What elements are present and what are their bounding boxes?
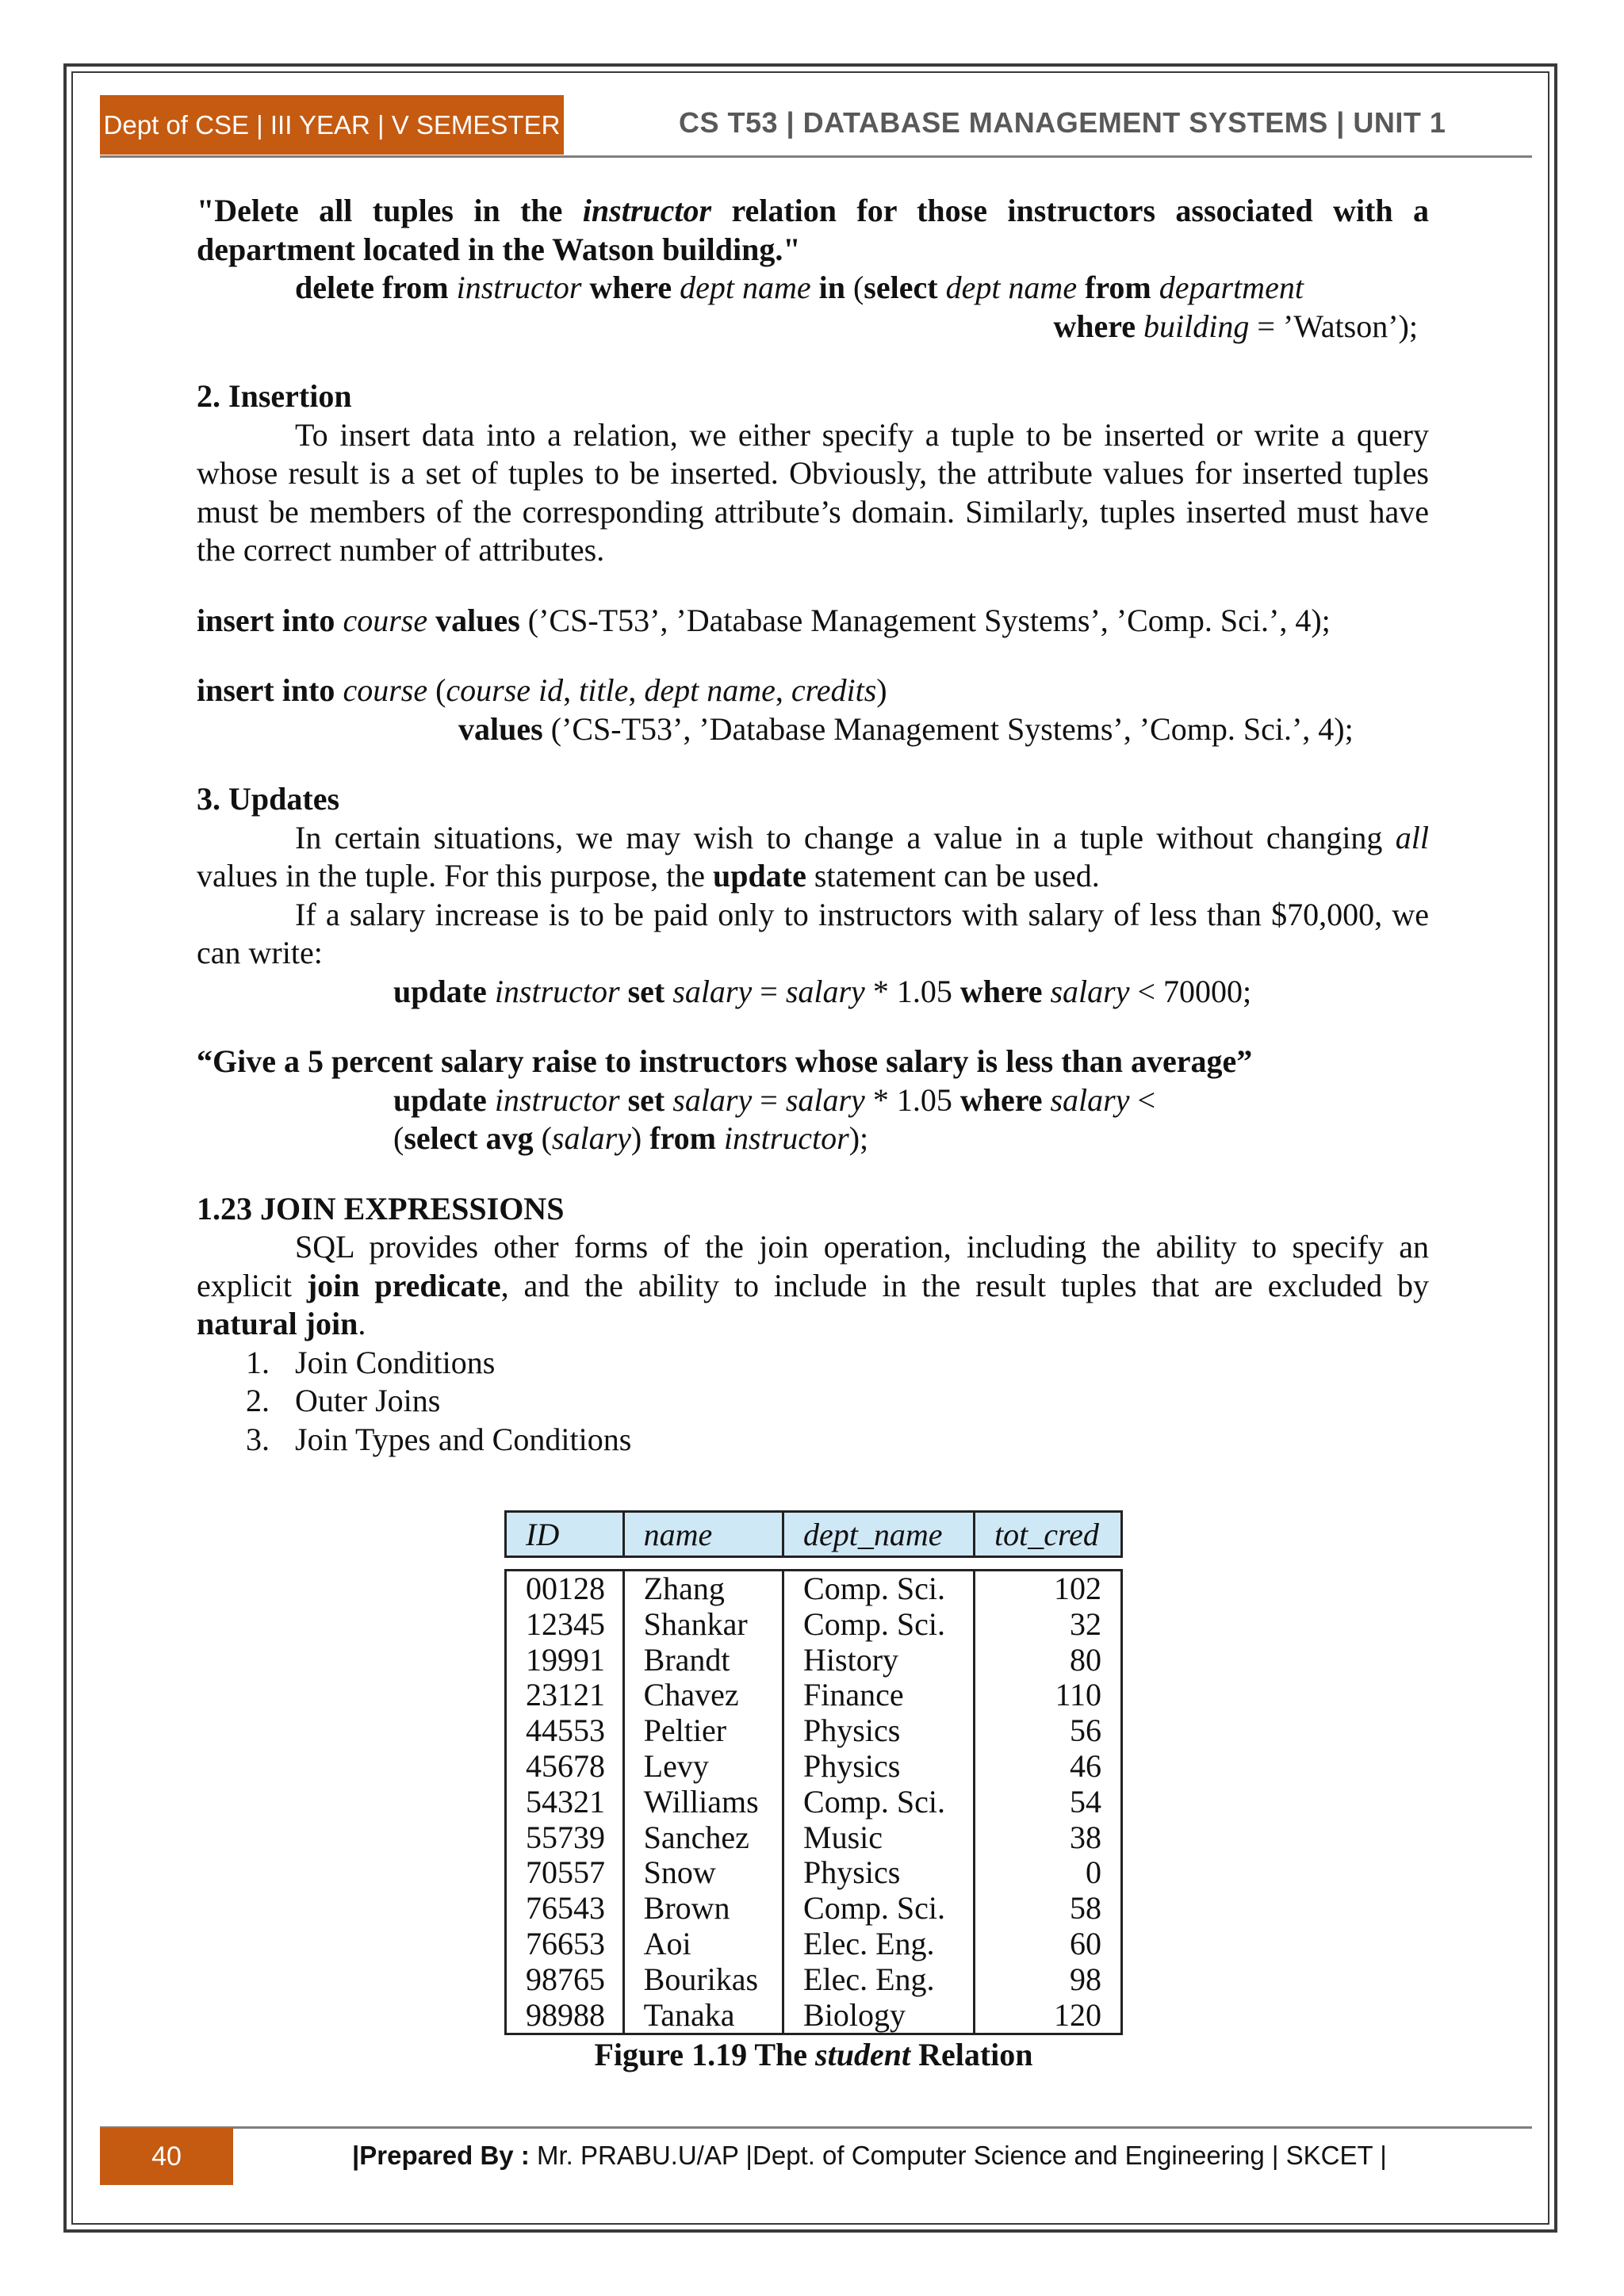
cell-dept-name: Biology xyxy=(783,1998,975,2034)
table-row xyxy=(506,1927,1122,1962)
table-row xyxy=(506,1820,1122,1856)
cell-tot-cred: 32 xyxy=(975,1607,1122,1643)
list-item: 1. Join Conditions xyxy=(246,1344,496,1380)
table-header-row xyxy=(506,1512,1122,1557)
cell-tot-cred: 58 xyxy=(975,1891,1122,1927)
cell-dept-name: Comp. Sci. xyxy=(783,1891,975,1927)
cell-dept-name: Elec. Eng. xyxy=(783,1927,975,1962)
cell-tot-cred: 38 xyxy=(975,1820,1122,1856)
updates-heading: 3. Updates xyxy=(197,781,340,817)
list-item: 2. Outer Joins xyxy=(246,1383,441,1418)
page-number: 40 xyxy=(100,2128,233,2185)
cell-tot-cred: 56 xyxy=(975,1713,1122,1749)
column-header-name: name xyxy=(623,1512,783,1557)
figure-caption: Figure 1.19 The student Relation xyxy=(594,2037,1033,2072)
footer-rule xyxy=(100,2126,1532,2129)
cell-id: 76543 xyxy=(506,1891,624,1927)
header-dept-badge: Dept of CSE | III YEAR | V SEMESTER xyxy=(100,95,564,155)
cell-id: 00128 xyxy=(506,1571,624,1607)
table-row xyxy=(506,1855,1122,1891)
cell-name: Sanchez xyxy=(623,1820,783,1856)
cell-name: Williams xyxy=(623,1785,783,1820)
cell-id: 98988 xyxy=(506,1998,624,2034)
table-body xyxy=(506,1557,1122,2034)
table-row xyxy=(506,1571,1122,1607)
cell-dept-name: Physics xyxy=(783,1749,975,1785)
cell-tot-cred: 54 xyxy=(975,1785,1122,1820)
cell-dept-name: Physics xyxy=(783,1713,975,1749)
cell-name: Aoi xyxy=(623,1927,783,1962)
column-header-tot-cred: tot_cred xyxy=(975,1512,1122,1557)
cell-name: Levy xyxy=(623,1749,783,1785)
cell-dept-name: Comp. Sci. xyxy=(783,1785,975,1820)
join-heading: 1.23 JOIN EXPRESSIONS xyxy=(197,1190,565,1226)
table-row xyxy=(506,1749,1122,1785)
cell-dept-name: Music xyxy=(783,1820,975,1856)
cell-tot-cred: 120 xyxy=(975,1998,1122,2034)
insert-sql-2-line-1: insert into course (course id, title, dept name, credits) xyxy=(197,672,887,708)
cell-name: Brown xyxy=(623,1891,783,1927)
cell-dept-name: Physics xyxy=(783,1855,975,1891)
list-item: 3. Join Types and Conditions xyxy=(246,1421,632,1457)
table-row xyxy=(506,1678,1122,1713)
table-row xyxy=(506,1643,1122,1678)
table-row xyxy=(506,1607,1122,1643)
cell-id: 23121 xyxy=(506,1678,624,1713)
insert-sql-2-line-2: values (’CS-T53’, ’Database Management Systems’, ’Comp. Sci.’, 4); xyxy=(458,710,1354,747)
cell-name: Brandt xyxy=(623,1643,783,1678)
cell-name: Tanaka xyxy=(623,1998,783,2034)
cell-tot-cred: 110 xyxy=(975,1678,1122,1713)
column-header-id: ID xyxy=(506,1512,624,1557)
update-sql-1: update instructor set salary = salary * 1.05 where salary < 70000; xyxy=(393,973,1252,1009)
updates-paragraph-1: In certain situations, we may wish to change a value in a tuple without changing all values in the tuple. For this purpose, the update statement can be used. xyxy=(197,819,1429,894)
cell-name: Peltier xyxy=(623,1713,783,1749)
cell-tot-cred: 0 xyxy=(975,1855,1122,1891)
cell-dept-name: Elec. Eng. xyxy=(783,1962,975,1998)
insertion-heading: 2. Insertion xyxy=(197,378,352,414)
table-row xyxy=(506,1713,1122,1749)
update-quote: “Give a 5 percent salary raise to instructors whose salary is less than average” xyxy=(197,1043,1253,1079)
cell-id: 76653 xyxy=(506,1927,624,1962)
update-sql-2-line-2: (select avg (salary) from instructor); xyxy=(393,1120,869,1156)
cell-id: 98765 xyxy=(506,1962,624,1998)
cell-name: Chavez xyxy=(623,1678,783,1713)
cell-name: Bourikas xyxy=(623,1962,783,1998)
insertion-paragraph: To insert data into a relation, we either specify a tuple to be inserted or write a query whose result is a set of tuples to be inserted. Obviously, the attribute values for inserted tuples must be members of the corresponding attribute’s domain. Similarly, tuples inserted must have the correct number of attributes. xyxy=(197,416,1429,568)
cell-dept-name: Finance xyxy=(783,1678,975,1713)
cell-id: 19991 xyxy=(506,1643,624,1678)
student-relation-table xyxy=(504,1510,1123,2035)
cell-tot-cred: 98 xyxy=(975,1962,1122,1998)
cell-tot-cred: 60 xyxy=(975,1927,1122,1962)
page-content xyxy=(197,192,1429,1459)
cell-name: Shankar xyxy=(623,1607,783,1643)
updates-paragraph-2: If a salary increase is to be paid only to instructors with salary of less than $70,000, we can write: xyxy=(197,896,1429,970)
join-list xyxy=(197,1344,1429,1460)
table-row xyxy=(506,1962,1122,1998)
header-course-title: CS T53 | DATABASE MANAGEMENT SYSTEMS | UNIT 1 xyxy=(679,106,1446,139)
column-header-dept-name: dept_name xyxy=(783,1512,975,1557)
header-rule xyxy=(100,155,1532,158)
table-row xyxy=(506,1998,1122,2034)
join-paragraph: SQL provides other forms of the join operation, including the ability to specify an explicit join predicate, and the ability to include in the result tuples that are excluded by natural join. xyxy=(197,1229,1429,1341)
table-row xyxy=(506,1891,1122,1927)
cell-id: 55739 xyxy=(506,1820,624,1856)
delete-sql-line-2: where building = ’Watson’); xyxy=(1053,308,1418,344)
cell-id: 45678 xyxy=(506,1749,624,1785)
cell-tot-cred: 80 xyxy=(975,1643,1122,1678)
cell-dept-name: Comp. Sci. xyxy=(783,1571,975,1607)
delete-sql-line-1: delete from instructor where dept name in (select dept name from department xyxy=(295,270,1304,305)
footer-prepared-by: |Prepared By : Mr. PRABU.U/AP |Dept. of Computer Science and Engineering | SKCET | xyxy=(352,2141,1387,2170)
cell-name: Snow xyxy=(623,1855,783,1891)
delete-quote: "Delete all tuples in the instructor relation for those instructors associated with a department located in the Watson building." xyxy=(197,193,1429,267)
cell-id: 12345 xyxy=(506,1607,624,1643)
student-relation-figure xyxy=(504,1510,1123,2035)
cell-name: Zhang xyxy=(623,1571,783,1607)
cell-dept-name: Comp. Sci. xyxy=(783,1607,975,1643)
update-sql-2-line-1: update instructor set salary = salary * 1.05 where salary < xyxy=(393,1081,1156,1118)
cell-tot-cred: 46 xyxy=(975,1749,1122,1785)
cell-id: 54321 xyxy=(506,1785,624,1820)
cell-tot-cred: 102 xyxy=(975,1571,1122,1607)
table-row xyxy=(506,1785,1122,1820)
cell-id: 70557 xyxy=(506,1855,624,1891)
insert-sql-1: insert into course values (’CS-T53’, ’Database Management Systems’, ’Comp. Sci.’, 4); xyxy=(197,602,1331,638)
cell-dept-name: History xyxy=(783,1643,975,1678)
cell-id: 44553 xyxy=(506,1713,624,1749)
